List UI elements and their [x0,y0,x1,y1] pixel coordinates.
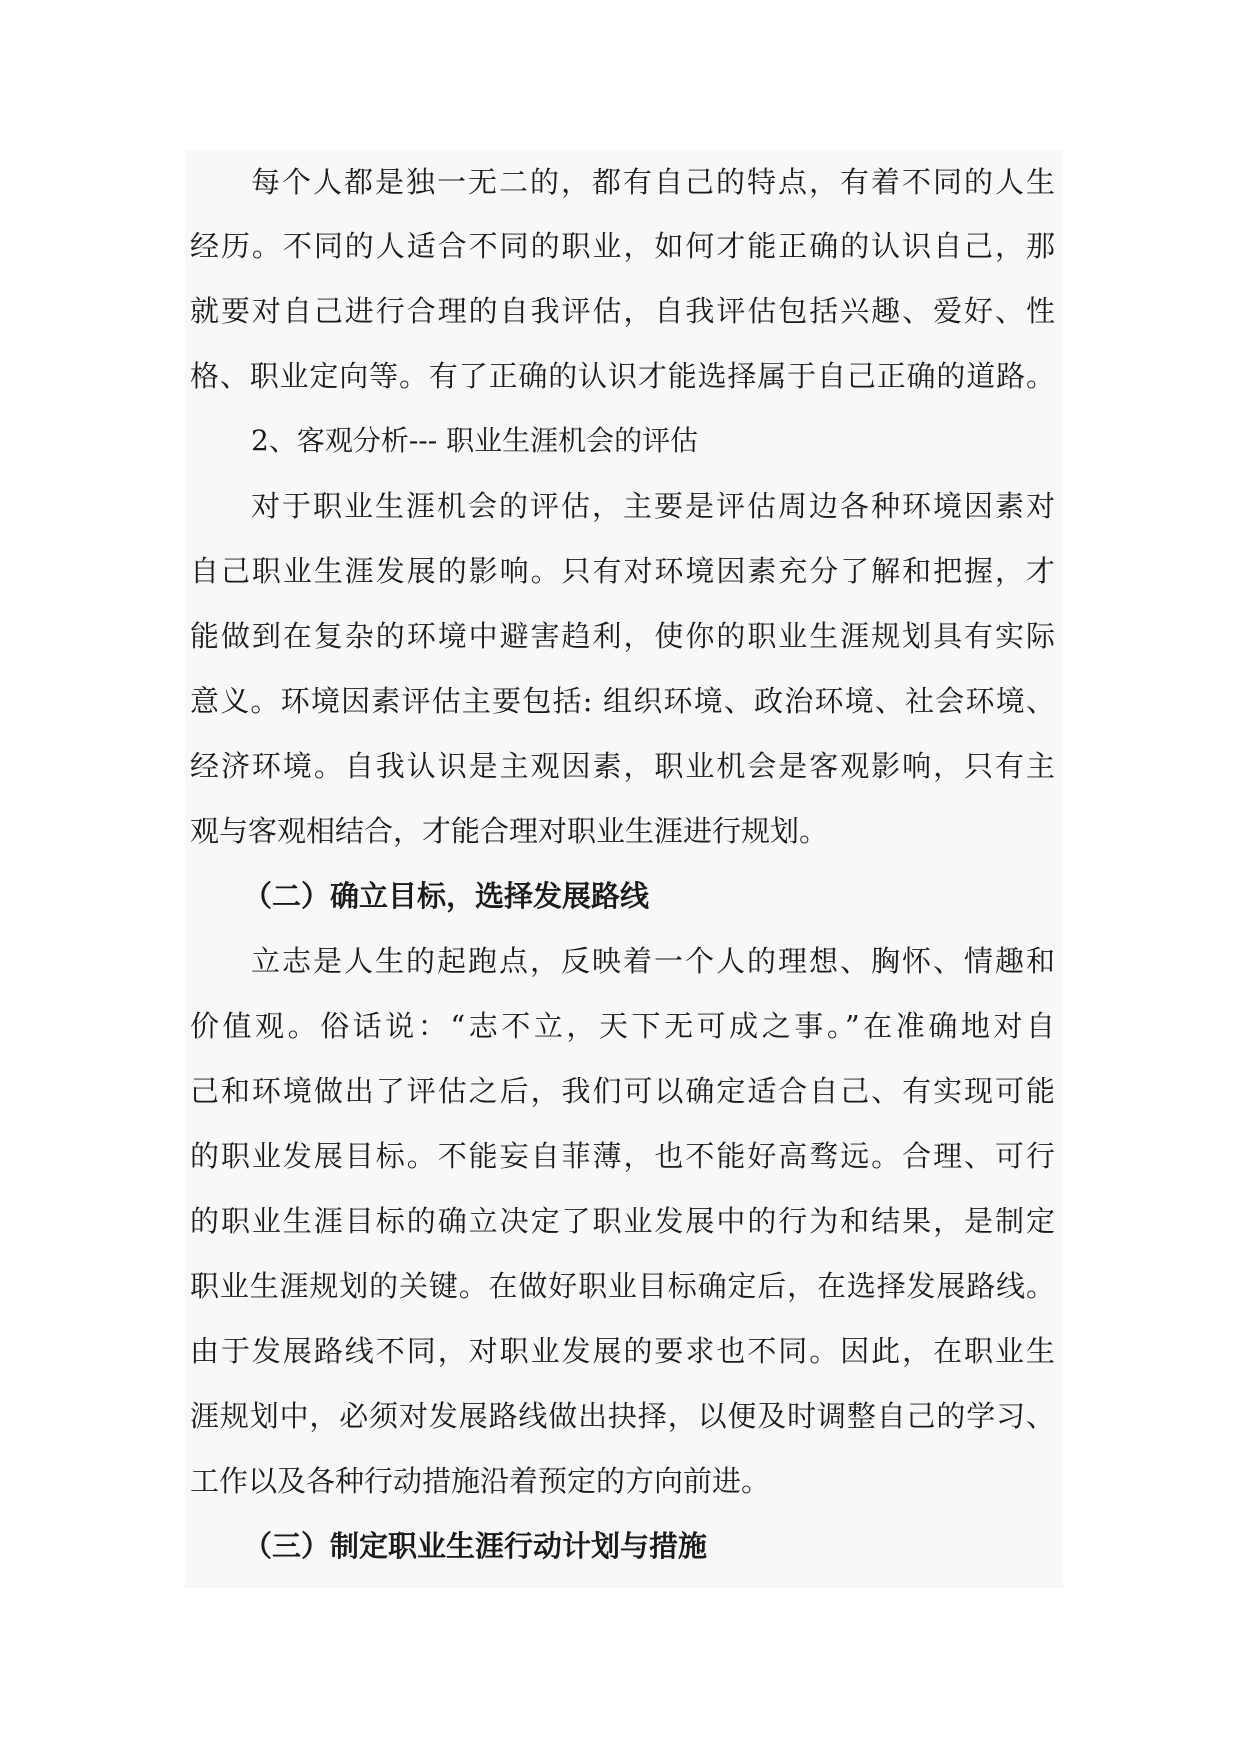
paragraph-line: 就要对自己进行合理的自我评估，自我评估包括兴趣、爱好、性 [190,294,1055,328]
paragraph-line: 工作以及各种行动措施沿着预定的方向前进。 [190,1464,771,1498]
paragraph-line: 的职业发展目标。不能妄自菲薄，也不能好高骛远。合理、可行 [190,1139,1055,1173]
paragraph-line: 观与客观相结合，才能合理对职业生涯进行规划。 [190,814,829,848]
paragraph-line: 格、职业定向等。有了正确的认识才能选择属于自己正确的道路。 [190,359,1055,393]
paragraph-line: 对于职业生涯机会的评估，主要是评估周边各种环境因素对 [251,489,1055,523]
paragraph-line: 的职业生涯目标的确立决定了职业发展中的行为和结果，是制定 [190,1204,1055,1238]
section-heading: （三）制定职业生涯行动计划与措施 [243,1529,708,1563]
paragraph-line: 自己职业生涯发展的影响。只有对环境因素充分了解和把握，才 [190,554,1055,588]
paragraph-line: 己和环境做出了评估之后，我们可以确定适合自己、有实现可能 [190,1074,1055,1108]
paragraph-line: 经历。不同的人适合不同的职业，如何才能正确的认识自己，那 [190,229,1055,263]
paragraph-line: 每个人都是独一无二的，都有自己的特点，有着不同的人生 [251,165,1055,199]
paragraph-line: 由于发展路线不同，对职业发展的要求也不同。因此，在职业生 [190,1334,1055,1368]
paragraph-line: 意义。环境因素评估主要包括: 组织环境、政治环境、社会环境、 [190,684,1055,718]
paragraph-line: 立志是人生的起跑点，反映着一个人的理想、胸怀、情趣和 [251,944,1055,978]
paragraph-line: 能做到在复杂的环境中避害趋利，使你的职业生涯规划具有实际 [190,619,1055,653]
paragraph-line: 职业生涯规划的关键。在做好职业目标确定后，在选择发展路线。 [190,1269,1055,1303]
section-heading: （二）确立目标，选择发展路线 [243,879,650,913]
paragraph-line: 经济环境。自我认识是主观因素，职业机会是客观影响，只有主 [190,749,1055,783]
paragraph-line: 价值观。俗话说：“志不立，天下无可成之事。”在准确地对自 [190,1009,1055,1043]
section-subheading: 2、客观分析--- 职业生涯机会的评估 [251,424,699,457]
paragraph-line: 涯规划中，必须对发展路线做出抉择，以便及时调整自己的学习、 [190,1399,1055,1433]
